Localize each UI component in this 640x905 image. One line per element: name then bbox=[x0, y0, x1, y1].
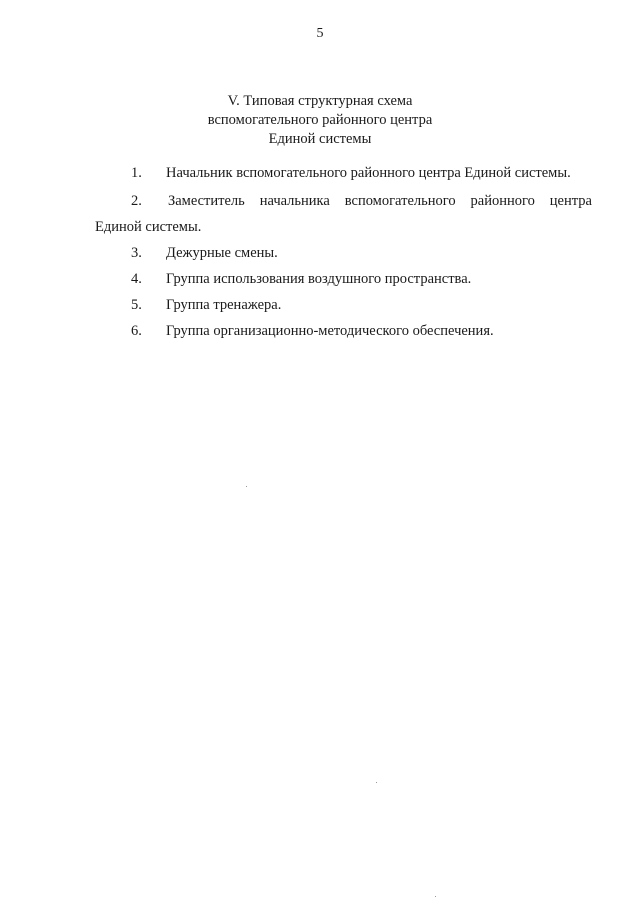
heading-line-1: V. Типовая структурная схема bbox=[227, 93, 413, 109]
list-item-number: 3. bbox=[131, 245, 142, 261]
list-item-word: районного bbox=[470, 193, 535, 209]
list-item-word: Заместитель bbox=[167, 193, 245, 209]
list-item-number: 6. bbox=[131, 323, 142, 339]
list-item bbox=[95, 318, 592, 344]
list-item-text: Группа организационно-методического обеспечения. bbox=[166, 323, 494, 339]
list-item-text: Группа использования воздушного пространства. bbox=[166, 271, 472, 287]
list-item-text: Начальник вспомогательного районного центра Единой системы. bbox=[166, 165, 571, 181]
list-item-word: начальника bbox=[259, 193, 330, 209]
scan-speck bbox=[435, 896, 436, 897]
section-heading bbox=[0, 92, 640, 149]
list-item-text: Дежурные смены. bbox=[166, 245, 278, 261]
list-item-number: 4. bbox=[131, 271, 142, 287]
heading-line-3: Единой системы bbox=[268, 131, 372, 147]
page-number: 5 bbox=[316, 26, 324, 41]
list-item bbox=[95, 292, 592, 318]
list-item bbox=[95, 266, 592, 292]
scan-speck bbox=[246, 486, 247, 487]
list-item bbox=[95, 240, 592, 266]
list-item bbox=[95, 188, 592, 240]
list-item-number: 2. bbox=[131, 193, 142, 209]
list-item-word: центра bbox=[549, 193, 592, 209]
structure-list bbox=[95, 160, 592, 344]
list-item bbox=[95, 160, 592, 186]
heading-line-2: вспомогательного районного центра bbox=[207, 112, 433, 128]
list-item-number: 5. bbox=[131, 297, 142, 313]
scan-speck bbox=[376, 782, 377, 783]
list-item-number: 1. bbox=[131, 165, 142, 181]
list-item-continuation: Единой системы. bbox=[95, 219, 202, 235]
list-item-word: вспомогательного bbox=[344, 193, 456, 209]
list-item-text: Группа тренажера. bbox=[166, 297, 282, 313]
list-item-first-line bbox=[95, 188, 592, 214]
